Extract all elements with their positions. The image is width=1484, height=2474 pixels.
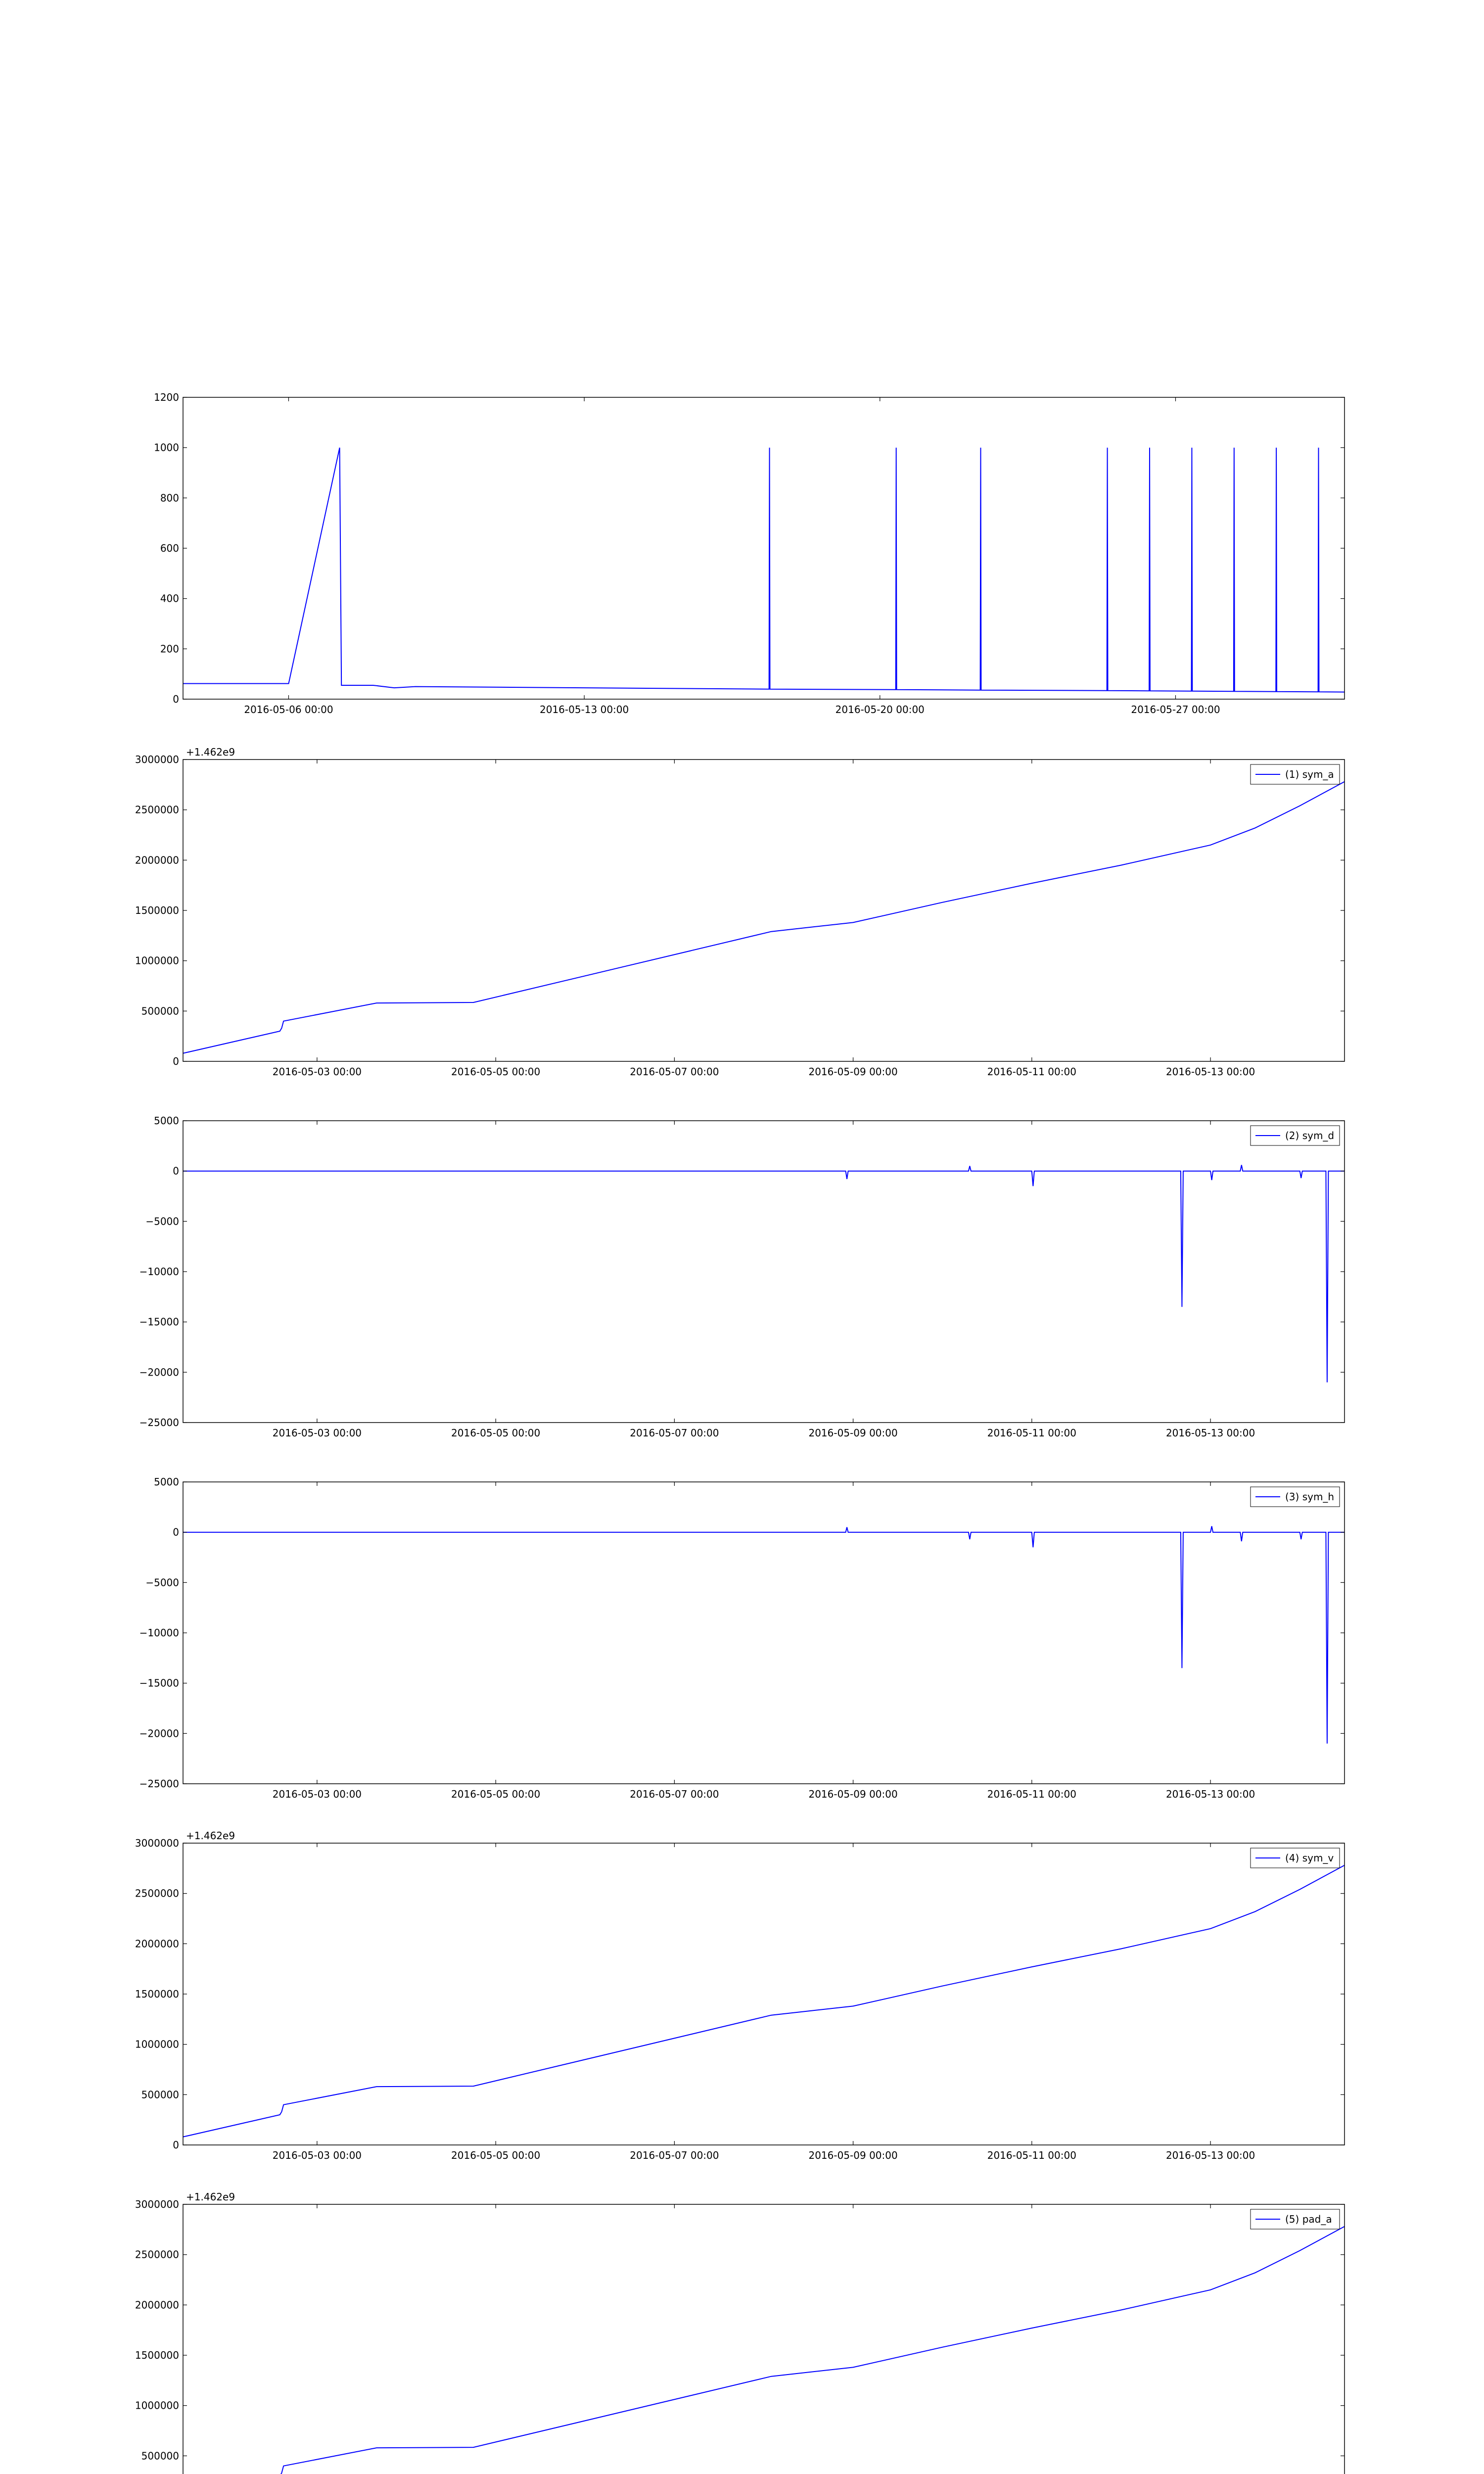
x-tick-label: 2016-05-11 00:00 [987,1427,1076,1439]
series-line-1 [183,1865,1345,2137]
x-tick-label: 2016-05-13 00:00 [1165,1066,1255,1078]
x-tick-label: 2016-05-03 00:00 [272,1427,362,1439]
y-offset-label: +1.462e9 [186,746,235,758]
y-tick-label: 5000 [154,1476,179,1488]
y-tick-label: −15000 [139,1677,179,1689]
x-tick-label: 2016-05-05 00:00 [451,1427,541,1439]
x-tick-label: 2016-05-03 00:00 [272,1788,362,1800]
y-tick-label: 200 [160,643,179,655]
y-tick-label: 600 [160,542,179,554]
legend-label: (1) sym_a [1285,768,1334,780]
y-tick-label: 3000000 [135,2198,179,2210]
x-tick-label: 2016-05-11 00:00 [987,1788,1076,1800]
y-tick-label: 1500000 [135,2349,179,2361]
y-tick-label: 500000 [141,2089,179,2101]
series-line-1 [183,1526,1345,1744]
chart-panel-2 [135,746,1345,1078]
y-tick-label: 1000 [154,441,179,454]
x-tick-label: 2016-05-27 00:00 [1131,704,1220,715]
y-tick-label: 2500000 [135,1887,179,1900]
chart-panel-3 [139,1115,1345,1439]
x-tick-label: 2016-05-05 00:00 [451,2149,541,2161]
axes-frame [183,397,1345,699]
legend-label: (3) sym_h [1285,1491,1335,1503]
legend [1251,1848,1340,1868]
x-tick-label: 2016-05-13 00:00 [1165,1788,1255,1800]
legend [1251,2209,1340,2229]
x-tick-label: 2016-05-13 00:00 [1165,1427,1255,1439]
y-tick-label: −15000 [139,1316,179,1328]
x-tick-label: 2016-05-09 00:00 [808,2149,898,2161]
x-tick-label: 2016-05-13 00:00 [540,704,629,715]
legend-label: (5) pad_a [1285,2213,1332,2225]
y-tick-label: 500000 [141,2450,179,2462]
y-tick-label: 800 [160,492,179,504]
x-tick-label: 2016-05-03 00:00 [272,1066,362,1078]
y-tick-label: 3000000 [135,1837,179,1849]
y-tick-label: 2000000 [135,2299,179,2311]
legend-label: (4) sym_v [1285,1852,1334,1864]
y-tick-label: 1500000 [135,1988,179,2000]
legend [1251,1126,1340,1145]
y-tick-label: 500000 [141,1005,179,1017]
y-tick-label: −10000 [139,1627,179,1639]
y-tick-label: −20000 [139,1727,179,1740]
y-offset-label: +1.462e9 [186,1830,235,1842]
y-tick-label: −20000 [139,1366,179,1379]
x-tick-label: 2016-05-07 00:00 [630,1066,719,1078]
x-tick-label: 2016-05-11 00:00 [987,1066,1076,1078]
y-tick-label: 1000000 [135,2399,179,2412]
y-tick-label: 2000000 [135,854,179,866]
x-tick-label: 2016-05-09 00:00 [808,1066,898,1078]
axes-frame [183,1121,1345,1423]
axes-frame [183,1482,1345,1784]
axes-frame [183,2204,1345,2474]
y-tick-label: −25000 [139,1417,179,1428]
y-tick-label: 3000000 [135,754,179,765]
y-tick-label: 0 [173,1055,179,1067]
series-line-1 [183,2227,1345,2474]
x-tick-label: 2016-05-13 00:00 [1165,2149,1255,2161]
y-tick-label: 0 [173,1165,179,1177]
y-tick-label: −5000 [145,1576,179,1589]
x-tick-label: 2016-05-05 00:00 [451,1788,541,1800]
chart-panel-4 [139,1476,1345,1800]
x-tick-label: 2016-05-09 00:00 [808,1427,898,1439]
chart-panel-5 [135,1830,1345,2161]
y-tick-label: 1500000 [135,904,179,916]
legend-label: (2) sym_d [1285,1130,1335,1142]
y-tick-label: −25000 [139,1778,179,1790]
y-tick-label: 2500000 [135,804,179,816]
axes-frame [183,1843,1345,2145]
y-tick-label: 0 [173,1526,179,1538]
x-tick-label: 2016-05-07 00:00 [630,1427,719,1439]
legend [1251,1487,1340,1507]
series-line-1 [183,782,1345,1053]
legend [1251,764,1340,784]
y-offset-label: +1.462e9 [186,2191,235,2203]
y-tick-label: 1200 [154,391,179,403]
x-tick-label: 2016-05-07 00:00 [630,1788,719,1800]
x-tick-label: 2016-05-03 00:00 [272,2149,362,2161]
series-line-1 [183,1165,1345,1382]
x-tick-label: 2016-05-05 00:00 [451,1066,541,1078]
y-tick-label: 1000000 [135,954,179,967]
y-tick-label: 0 [173,693,179,705]
x-tick-label: 2016-05-07 00:00 [630,2149,719,2161]
x-tick-label: 2016-05-11 00:00 [987,2149,1076,2161]
y-tick-label: −5000 [145,1215,179,1228]
y-tick-label: 0 [173,2139,179,2151]
y-tick-label: −10000 [139,1266,179,1278]
series-line-1 [183,448,1471,693]
y-tick-label: 2500000 [135,2248,179,2261]
chart-panel-6 [135,2191,1345,2474]
chart-panel-1 [154,391,1471,715]
y-tick-label: 400 [160,592,179,605]
axes-frame [183,760,1345,1061]
x-tick-label: 2016-05-20 00:00 [835,704,925,715]
y-tick-label: 5000 [154,1115,179,1127]
x-tick-label: 2016-05-06 00:00 [244,704,333,715]
y-tick-label: 2000000 [135,1938,179,1950]
x-tick-label: 2016-05-09 00:00 [808,1788,898,1800]
y-tick-label: 1000000 [135,2038,179,2050]
